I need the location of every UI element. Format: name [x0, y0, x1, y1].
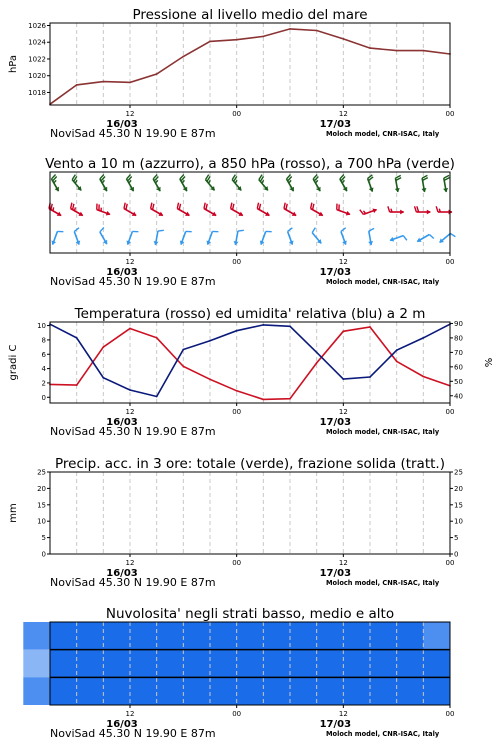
cloud-cell [103, 622, 130, 650]
y-axis-label: hPa [8, 54, 19, 74]
x-tick-label: 12 [125, 408, 135, 416]
x-tick-label: 00 [445, 258, 455, 266]
barb-feather [126, 204, 127, 210]
y-tick-label: 1026 [28, 22, 46, 31]
barb-feather [415, 206, 417, 212]
model-credit: Moloch model, CNR-ISAC, Italy [326, 278, 440, 286]
barb-feather [238, 230, 244, 231]
wind-barb-10m [52, 231, 64, 245]
barb-feather [71, 203, 72, 209]
y-tick-label: 4 [41, 365, 46, 374]
barb-feather [204, 203, 205, 209]
barb-head [427, 210, 431, 215]
cloud-cell [103, 650, 130, 678]
cloud-cell [50, 622, 77, 650]
wind-barb-850 [360, 209, 377, 215]
pressure-line-point [156, 73, 158, 75]
y-tick-label: 2 [41, 379, 46, 388]
x-tick-label: 12 [125, 110, 135, 118]
x-tick-label: 12 [125, 559, 135, 567]
temperature-line-point [289, 398, 291, 400]
cloud-cell [183, 677, 210, 705]
y-axis-label: gradi C [8, 344, 19, 381]
wind-barb-700 [287, 175, 294, 192]
y-tick-label-right: 25 [454, 468, 463, 477]
cloud-cell [23, 622, 50, 650]
cloud-cell [263, 677, 290, 705]
y-tick-label: 25 [37, 468, 46, 477]
humidity-line-point [129, 389, 131, 391]
x-tick-label: 00 [445, 710, 455, 718]
wind-barb-10m [341, 228, 347, 245]
barb-feather [233, 204, 234, 210]
wind-barb-10m [207, 231, 219, 245]
y-tick-label-right: 0 [454, 550, 459, 559]
wind-barb-10m [368, 228, 374, 245]
y-tick-label-right: 50 [454, 377, 463, 386]
wind-barb-10m [439, 234, 455, 243]
y-tick-label: 15 [37, 501, 46, 510]
y-tick-label: 5 [41, 534, 46, 543]
wind-barb-10m [234, 230, 244, 245]
y-tick-label-right: 15 [454, 501, 463, 510]
humidity-line-point [209, 340, 211, 342]
wind-barb-10m [180, 231, 192, 245]
wind-barb-10m [127, 231, 139, 245]
x-tick-label: 00 [232, 710, 242, 718]
y-tick-label: 10 [37, 517, 46, 526]
x-tick-label: 12 [338, 408, 348, 416]
wind-barb-700 [127, 175, 134, 192]
date-label: 17/03 [319, 719, 352, 730]
cloud-cell [370, 650, 397, 678]
pressure-line-point [209, 41, 211, 43]
x-tick-label: 12 [338, 110, 348, 118]
cloud-cell [290, 677, 317, 705]
x-tick-label: 12 [125, 258, 135, 266]
pressure-line-point [316, 30, 318, 32]
barb-feather [257, 203, 258, 209]
barb-feather [158, 230, 164, 231]
y-tick-label-right: 10 [454, 517, 463, 526]
cloud-cell [317, 622, 344, 650]
y-tick-label-right: 20 [454, 484, 463, 493]
y-axis-label-right: % [484, 357, 495, 368]
station-info: NoviSad 45.30 N 19.90 E 87m [50, 275, 216, 288]
cloud-cell [343, 650, 370, 678]
temperature-line-point [396, 361, 398, 363]
cloud-cell [263, 650, 290, 678]
barb-feather [231, 203, 232, 209]
x-tick-label: 00 [232, 110, 242, 118]
wind-barb-10m [154, 230, 164, 245]
temperature-line-point [156, 337, 158, 339]
station-info: NoviSad 45.30 N 19.90 E 87m [50, 727, 216, 740]
cloud-cell [50, 677, 77, 705]
cloud-cell [130, 622, 157, 650]
cloud-cell [157, 677, 184, 705]
x-tick-label: 12 [338, 559, 348, 567]
barb-feather [153, 204, 154, 210]
y-tick-label: 20 [37, 484, 46, 493]
y-tick-label-right: 5 [454, 534, 459, 543]
barb-feather [151, 203, 152, 209]
panel-title: Temperatura (rosso) ed umidita' relativa (blu) a 2 m [74, 306, 426, 322]
panel-title: Vento a 10 m (azzurro), a 850 hPa (rosso), a 700 hPa (verde) [45, 156, 455, 172]
wind-barb-700 [395, 175, 401, 192]
barb-feather [54, 180, 56, 183]
date-label: 16/03 [106, 417, 138, 428]
panel-title: Pressione al livello medio del mare [132, 7, 368, 23]
y-tick-label-right: 70 [454, 348, 463, 357]
barb-feather [342, 180, 344, 183]
precip-frame [50, 472, 450, 554]
cloud-cell [130, 677, 157, 705]
barb-feather [284, 203, 285, 209]
barb-feather [312, 228, 315, 233]
temperature-frame [50, 322, 450, 403]
cloud-cell [397, 650, 424, 678]
wind-barb-10m [390, 236, 407, 242]
barb-feather [259, 204, 260, 210]
humidity-line-point [289, 325, 291, 327]
station-info: NoviSad 45.30 N 19.90 E 87m [50, 425, 216, 438]
pressure-line-point [422, 50, 424, 52]
x-tick-label: 00 [232, 559, 242, 567]
humidity-line-point [316, 351, 318, 353]
date-label: 16/03 [106, 719, 138, 730]
y-tick-label: 1022 [28, 55, 46, 64]
cloud-cell [397, 622, 424, 650]
humidity-line-point [369, 376, 371, 378]
barb-feather [429, 235, 433, 239]
cloud-cell [183, 650, 210, 678]
wind-barb-850 [388, 206, 404, 214]
cloud-cell [317, 677, 344, 705]
pressure-frame [50, 23, 450, 105]
wind-barb-10m [260, 231, 272, 245]
barb-feather [179, 204, 180, 210]
humidity-line-point [342, 378, 344, 380]
y-tick-label: 0 [41, 393, 46, 402]
wind-barb-700 [52, 175, 59, 192]
temperature-line-point [262, 399, 264, 401]
cloud-cell [423, 622, 450, 650]
date-label: 17/03 [319, 568, 352, 579]
barb-feather [450, 234, 455, 237]
date-label: 16/03 [106, 568, 138, 579]
humidity-line-point [396, 349, 398, 351]
barb-feather [51, 204, 52, 210]
humidity-line-point [236, 330, 238, 332]
date-label: 17/03 [319, 417, 352, 428]
station-info: NoviSad 45.30 N 19.90 E 87m [50, 576, 216, 589]
barb-feather [124, 203, 125, 209]
wind-barb-850 [415, 206, 431, 214]
cloud-cell [423, 677, 450, 705]
barb-feather [311, 203, 312, 209]
cloud-cell [290, 650, 317, 678]
barb-feather [360, 210, 364, 215]
barb-feather [388, 206, 390, 212]
barb-feather [363, 211, 365, 214]
temperature-line-point [102, 346, 104, 348]
y-tick-label: 6 [41, 350, 46, 359]
x-tick-label: 00 [232, 408, 242, 416]
cloud-cell [23, 677, 50, 705]
pressure-line-point [289, 28, 291, 30]
y-axis-label: mm [8, 503, 19, 523]
x-tick-label: 00 [445, 110, 455, 118]
humidity-line-point [182, 349, 184, 351]
x-tick-label: 12 [125, 710, 135, 718]
cloud-cell [343, 677, 370, 705]
humidity-line [50, 324, 450, 396]
cloud-cell [77, 650, 104, 678]
barb-feather [286, 204, 287, 210]
model-credit: Moloch model, CNR-ISAC, Italy [326, 579, 440, 587]
cloud-cell [237, 650, 264, 678]
cloud-cell [370, 622, 397, 650]
y-tick-label: 1024 [28, 38, 46, 47]
temperature-line-point [209, 378, 211, 380]
cloud-cell [50, 650, 77, 678]
pressure-line-point [396, 50, 398, 52]
y-tick-label: 8 [41, 336, 46, 345]
barb-feather [129, 180, 131, 183]
cloud-cell [237, 622, 264, 650]
temperature-line-point [316, 362, 318, 364]
cloud-cell [210, 677, 237, 705]
temperature-line-point [342, 330, 344, 332]
wind-barb-700 [422, 175, 428, 192]
temperature-line-point [236, 390, 238, 392]
y-tick-label-right: 90 [454, 319, 463, 328]
model-credit: Moloch model, CNR-ISAC, Italy [326, 130, 440, 138]
pressure-line [50, 29, 450, 104]
cloud-cell [397, 677, 424, 705]
date-label: 17/03 [319, 119, 352, 130]
cloud-cell [370, 677, 397, 705]
barb-feather [436, 206, 438, 212]
date-label: 16/03 [106, 119, 138, 130]
barb-feather [155, 180, 157, 183]
barb-feather [75, 207, 76, 210]
temperature-line [50, 327, 450, 399]
cloud-cell [210, 622, 237, 650]
temperature-line-point [129, 328, 131, 330]
humidity-line-point [76, 337, 78, 339]
y-tick-label: 1018 [28, 88, 46, 97]
wind-barb-850 [49, 203, 62, 216]
date-label: 17/03 [319, 267, 352, 278]
y-tick-label: 0 [41, 550, 46, 559]
x-tick-label: 12 [338, 710, 348, 718]
temperature-line-point [182, 366, 184, 368]
temperature-line-point [76, 384, 78, 386]
wind-barb-10m [288, 228, 294, 245]
barb-feather [53, 207, 54, 210]
panel-title: Nuvolosita' negli strati basso, medio e alto [105, 606, 395, 622]
cloud-cell [210, 650, 237, 678]
x-tick-label: 00 [445, 559, 455, 567]
humidity-line-point [156, 396, 158, 398]
y-tick-label-right: 80 [454, 334, 463, 343]
barb-feather [177, 203, 178, 209]
temperature-line-point [422, 376, 424, 378]
cloud-cell [77, 677, 104, 705]
humidity-line-point [422, 337, 424, 339]
temperature-line-point [369, 326, 371, 328]
x-tick-label: 00 [445, 408, 455, 416]
barb-feather [315, 180, 317, 183]
y-tick-label-right: 40 [454, 392, 463, 401]
panel-title: Precip. acc. in 3 ore: totale (verde), frazione solida (tratt.) [55, 456, 445, 472]
pressure-line-point [262, 35, 264, 37]
model-credit: Moloch model, CNR-ISAC, Italy [326, 428, 440, 436]
wind-barb-10m [74, 228, 80, 245]
barb-head [400, 210, 404, 215]
wind-barb-700 [443, 175, 449, 192]
cloud-cell [103, 677, 130, 705]
cloud-cell [157, 622, 184, 650]
cloud-cell [263, 622, 290, 650]
pressure-line-point [236, 39, 238, 41]
pressure-line-point [369, 47, 371, 49]
wind-barb-10m [417, 235, 434, 242]
model-credit: Moloch model, CNR-ISAC, Italy [326, 730, 440, 738]
date-label: 16/03 [106, 267, 138, 278]
barb-feather [289, 180, 291, 183]
barb-feather [417, 206, 419, 212]
barb-feather [102, 180, 104, 183]
cloud-cell [77, 622, 104, 650]
pressure-line-point [342, 38, 344, 40]
cloud-cell [157, 650, 184, 678]
wind-barb-700 [368, 175, 374, 192]
station-info: NoviSad 45.30 N 19.90 E 87m [50, 127, 216, 140]
humidity-line-point [262, 324, 264, 326]
cloud-cell [317, 650, 344, 678]
cloud-cell [183, 622, 210, 650]
cloud-cell [130, 650, 157, 678]
barb-feather [206, 204, 207, 210]
cloud-cell [237, 677, 264, 705]
barb-feather [73, 204, 74, 210]
cloud-cell [343, 622, 370, 650]
y-tick-label-right: 60 [454, 363, 463, 372]
x-tick-label: 00 [232, 258, 242, 266]
pressure-line-point [182, 56, 184, 58]
cloud-cell [290, 622, 317, 650]
barb-feather [182, 180, 184, 183]
pressure-line-point [129, 82, 131, 84]
x-tick-label: 12 [338, 258, 348, 266]
y-tick-label: 10 [37, 322, 46, 331]
cloud-cell [423, 650, 450, 678]
humidity-line-point [102, 377, 104, 379]
cloud-cell [23, 650, 50, 678]
pressure-line-point [76, 84, 78, 86]
pressure-line-point [102, 81, 104, 83]
barb-feather [403, 236, 407, 241]
barb-feather [313, 204, 314, 210]
y-tick-label: 1020 [28, 72, 46, 81]
